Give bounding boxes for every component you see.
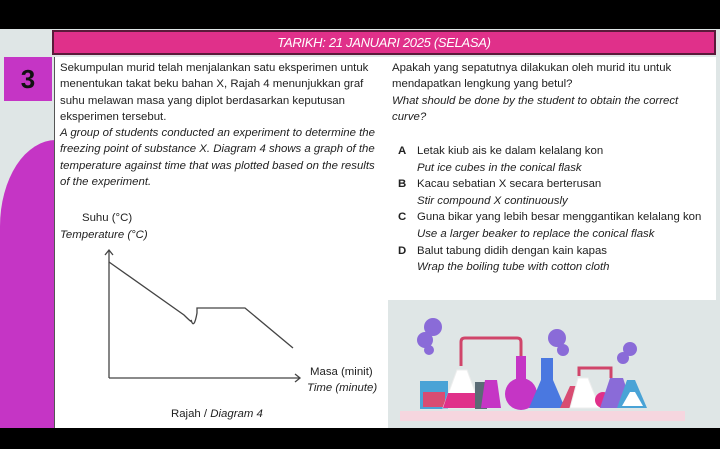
prompt-malay: Apakah yang sepatutnya dilakukan oleh murid itu untuk mendapatkan lengkung yang betul?	[392, 62, 672, 91]
y-axis-label-en: Temperature (°C)	[60, 229, 148, 241]
option-letter: B	[398, 178, 407, 191]
option-text-en: Use a larger beaker to replace the conical flask	[417, 227, 655, 240]
x-axis-label-ms: Masa (minit)	[310, 366, 373, 378]
option-b[interactable]	[392, 176, 714, 209]
option-text-en: Wrap the boiling tube with cotton cloth	[417, 261, 610, 274]
caption-ms: Rajah /	[171, 408, 211, 420]
shelf	[400, 411, 685, 421]
top-black-bar	[0, 0, 720, 29]
option-text-ms: Guna bikar yang lebih besar menggantikan kelalang kon	[417, 211, 702, 224]
bottom-black-bar	[0, 428, 720, 449]
option-letter: D	[398, 244, 407, 257]
option-text-ms: Balut tabung didih dengan kain kapas	[417, 244, 607, 257]
stem-english: A group of students conducted an experiment to determine the freezing point of substance X. Diagram 4 shows a graph of the temperature against time that was plotted based on the results of the experiment.	[60, 127, 375, 189]
x-axis-label-en: Time (minute)	[307, 382, 378, 394]
prompt-english: What should be done by the student to obtain the correct curve?	[392, 94, 679, 123]
glass-tube	[579, 368, 611, 378]
answer-options	[392, 143, 714, 276]
option-text-ms: Kacau sebatian X secara berterusan	[417, 178, 602, 191]
cooling-curve	[109, 262, 293, 348]
cooling-curve-diagram	[54, 205, 388, 425]
option-a[interactable]	[392, 143, 714, 176]
diagram-caption	[171, 408, 263, 420]
lab-glassware-illustration	[395, 300, 695, 425]
option-letter: A	[398, 145, 407, 157]
decorative-purple-shape	[0, 140, 56, 428]
caption-en: Diagram 4	[210, 408, 263, 420]
y-axis-label-ms: Suhu (°C)	[82, 212, 133, 224]
stem-malay: Sekumpulan murid telah menjalankan satu eksperimen untuk menentukan takat beku bahan X, Rajah 4 menunjukkan graf suhu melawan masa yang diplot berdasarkan keputusan eksperimen tersebut.	[60, 62, 369, 123]
option-c[interactable]	[392, 209, 714, 242]
question-prompt	[392, 60, 714, 125]
option-letter: C	[398, 211, 407, 224]
question-number: 3	[4, 57, 52, 101]
option-d[interactable]	[392, 243, 714, 276]
option-text-en: Put ice cubes in the conical flask	[417, 161, 582, 174]
question-stem	[60, 60, 386, 190]
option-text-en: Stir compound X continuously	[417, 194, 568, 207]
option-text-ms: Letak kiub ais ke dalam kelalang kon	[417, 145, 604, 157]
smoke-clouds	[417, 318, 637, 364]
glass-tube	[461, 338, 521, 366]
date-banner: TARIKH: 21 JANUARI 2025 (SELASA)	[52, 30, 716, 55]
